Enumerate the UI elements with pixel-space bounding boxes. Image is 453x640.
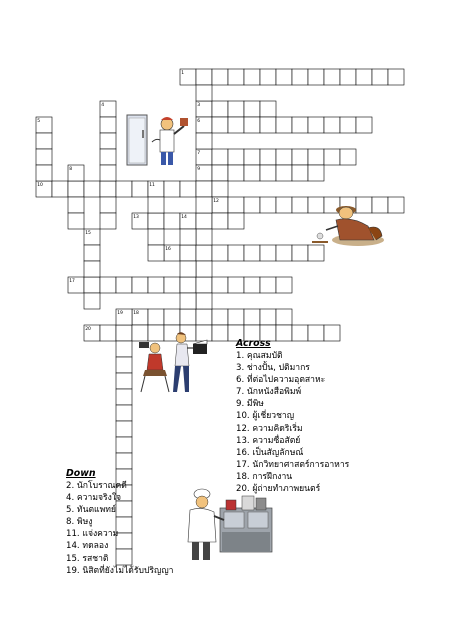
grid-cell: [308, 149, 324, 165]
grid-cell: [116, 437, 132, 453]
grid-cell: [84, 245, 100, 261]
grid-cell: [84, 181, 100, 197]
clue-number: 16: [165, 247, 171, 252]
grid-cell: [228, 277, 244, 293]
grid-cell: [340, 149, 356, 165]
grid-cell: [116, 373, 132, 389]
grid-cell: [196, 133, 212, 149]
grid-cell: [212, 101, 228, 117]
across-clue-7: 7. นักหนังสือพิมพ์: [236, 387, 302, 398]
clue-number: 5: [37, 119, 41, 124]
clue-number: 14: [181, 215, 187, 220]
across-clue-9: 9. มีพิษ: [236, 399, 264, 410]
grid-cell: [260, 277, 276, 293]
grid-cell: [116, 389, 132, 405]
grid-cell: [116, 405, 132, 421]
clue-number: 1: [181, 71, 185, 76]
grid-cell: [132, 181, 148, 197]
grid-cell: [228, 197, 244, 213]
grid-cell: [116, 341, 132, 357]
grid-cell: [308, 69, 324, 85]
grid-cell: [228, 149, 244, 165]
grid-cell: [100, 181, 116, 197]
grid-cell: [180, 277, 196, 293]
grid-cell: [148, 197, 164, 213]
grid-cell: [212, 149, 228, 165]
grid-cell: [388, 69, 404, 85]
down-clue-5: 5. ทันตแพทย์: [66, 505, 116, 516]
grid-cell: [84, 261, 100, 277]
grid-cell: [68, 197, 84, 213]
grid-cell: [52, 181, 68, 197]
grid-cell: [196, 213, 212, 229]
clue-number: 8: [69, 167, 73, 172]
grid-cell: [276, 69, 292, 85]
grid-cell: [164, 277, 180, 293]
grid-cell: [116, 277, 132, 293]
clue-number: 17: [69, 279, 75, 284]
grid-cell: [116, 421, 132, 437]
grid-cell: [164, 309, 180, 325]
grid-cell: [68, 181, 84, 197]
grid-cell: [292, 165, 308, 181]
grid-cell: [340, 117, 356, 133]
grid-cell: [100, 117, 116, 133]
grid-cell: [196, 85, 212, 101]
grid-cell: [116, 453, 132, 469]
grid-cell: [244, 165, 260, 181]
grid-cell: [196, 181, 212, 197]
grid-cell: [340, 69, 356, 85]
grid-cell: [100, 213, 116, 229]
archaeologist-clipart: [306, 200, 388, 250]
cook-clipart: [182, 484, 276, 564]
film-crew-clipart: [135, 330, 215, 396]
grid-cell: [212, 245, 228, 261]
grid-cell: [148, 213, 164, 229]
grid-cell: [212, 165, 228, 181]
grid-cell: [180, 293, 196, 309]
down-clue-2: 2. นักโบราณคดี: [66, 481, 127, 491]
grid-cell: [196, 277, 212, 293]
grid-cell: [276, 117, 292, 133]
down-clue-15: 15. รสชาติ: [66, 553, 109, 564]
grid-cell: [260, 165, 276, 181]
clue-number: 13: [133, 215, 139, 220]
grid-cell: [244, 149, 260, 165]
down-clue-8: 8. พิษงู: [66, 517, 93, 528]
grid-cell: [164, 213, 180, 229]
grid-cell: [356, 69, 372, 85]
grid-cell: [116, 325, 132, 341]
clue-number: 20: [85, 327, 91, 332]
grid-cell: [228, 165, 244, 181]
grid-cell: [228, 117, 244, 133]
grid-cell: [212, 277, 228, 293]
grid-cell: [260, 197, 276, 213]
clue-number: 9: [197, 167, 201, 172]
grid-cell: [148, 309, 164, 325]
grid-cell: [180, 261, 196, 277]
grid-cell: [244, 69, 260, 85]
grid-cell: [100, 325, 116, 341]
grid-cell: [244, 117, 260, 133]
grid-cell: [196, 197, 212, 213]
grid-cell: [260, 245, 276, 261]
grid-cell: [84, 277, 100, 293]
grid-cell: [244, 197, 260, 213]
down-heading: Down: [66, 468, 96, 479]
clue-number: 10: [37, 183, 43, 188]
grid-cell: [212, 181, 228, 197]
grid-cell: [260, 149, 276, 165]
across-clue-16: 16. เป็นสัญลักษณ์: [236, 447, 304, 458]
grid-cell: [324, 69, 340, 85]
grid-cell: [324, 149, 340, 165]
grid-cell: [244, 277, 260, 293]
across-clue-13: 13. ความซื่อสัตย์: [236, 435, 301, 446]
grid-cell: [100, 149, 116, 165]
grid-cell: [276, 149, 292, 165]
grid-cell: [68, 213, 84, 229]
down-clue-4: 4. ความจริงใจ: [66, 493, 122, 504]
grid-cell: [84, 293, 100, 309]
grid-cell: [228, 101, 244, 117]
down-clue-19: 19. นิสิตที่ยังไม่ได้รับปริญญา: [66, 565, 174, 576]
grid-cell: [212, 117, 228, 133]
grid-cell: [212, 69, 228, 85]
grid-cell: [228, 245, 244, 261]
grid-cell: [100, 133, 116, 149]
across-clue-18: 18. การฝึกงาน: [236, 471, 293, 482]
clue-number: 18: [133, 311, 139, 316]
clue-number: 15: [85, 231, 91, 236]
grid-cell: [196, 261, 212, 277]
grid-cell: [180, 181, 196, 197]
down-clues: [66, 468, 174, 577]
grid-cell: [228, 213, 244, 229]
across-clue-6: 6. ที่ต่อไปความอุตสาหะ: [236, 375, 326, 386]
grid-cell: [132, 277, 148, 293]
grid-cell: [180, 309, 196, 325]
grid-cell: [292, 149, 308, 165]
grid-cell: [276, 197, 292, 213]
grid-cell: [260, 309, 276, 325]
grid-cell: [36, 149, 52, 165]
grid-cell: [356, 117, 372, 133]
across-heading: Across: [236, 338, 271, 349]
dentist-clipart: [122, 112, 194, 168]
grid-cell: [228, 309, 244, 325]
grid-cell: [36, 133, 52, 149]
grid-cell: [148, 277, 164, 293]
clue-number: 6: [197, 119, 201, 124]
grid-cell: [100, 277, 116, 293]
grid-cell: [260, 69, 276, 85]
down-clue-11: 11. แจ่งความ: [66, 529, 119, 540]
grid-cell: [100, 165, 116, 181]
grid-cell: [388, 197, 404, 213]
grid-cell: [212, 213, 228, 229]
across-clue-17: 17. นักวิทยาศาสตร์การอาหาร: [236, 459, 350, 470]
clue-number: 4: [101, 103, 105, 108]
clue-number: 3: [197, 103, 201, 108]
grid-cell: [276, 165, 292, 181]
grid-cell: [308, 165, 324, 181]
across-clue-10: 10. ผู้เชี่ยวชาญ: [236, 411, 295, 422]
grid-cell: [164, 181, 180, 197]
grid-cell: [292, 69, 308, 85]
grid-cell: [276, 245, 292, 261]
grid-cell: [308, 117, 324, 133]
grid-cell: [212, 309, 228, 325]
down-clue-14: 14. ทดลอง: [66, 541, 109, 552]
grid-cell: [196, 69, 212, 85]
grid-cell: [180, 245, 196, 261]
across-clues: [236, 338, 349, 495]
grid-cell: [260, 117, 276, 133]
grid-cell: [148, 245, 164, 261]
grid-cell: [100, 197, 116, 213]
grid-cell: [260, 101, 276, 117]
grid-cell: [372, 69, 388, 85]
grid-cell: [180, 229, 196, 245]
grid-cell: [196, 293, 212, 309]
grid-cell: [244, 309, 260, 325]
grid-cell: [228, 69, 244, 85]
grid-cell: [276, 277, 292, 293]
grid-cell: [36, 165, 52, 181]
clue-number: 19: [117, 311, 123, 316]
grid-cell: [116, 181, 132, 197]
grid-cell: [196, 229, 212, 245]
clue-number: 11: [149, 183, 155, 188]
grid-cell: [116, 357, 132, 373]
grid-cell: [292, 117, 308, 133]
across-clue-1: 1. คุณสมบัติ: [236, 351, 283, 361]
across-clue-3: 3. ช่างปั้น, ปติมากร: [236, 363, 310, 374]
grid-cell: [276, 309, 292, 325]
grid-cell: [196, 245, 212, 261]
across-clue-20: 20. ผู้ถ่ายทำภาพยนตร์: [236, 484, 321, 495]
grid-cell: [244, 245, 260, 261]
clue-number: 12: [213, 199, 219, 204]
grid-cell: [196, 309, 212, 325]
grid-cell: [244, 101, 260, 117]
across-clue-12: 12. ความคิดริเริ่ม: [236, 423, 303, 434]
grid-cell: [148, 229, 164, 245]
clue-number: 7: [197, 151, 201, 156]
grid-cell: [324, 117, 340, 133]
